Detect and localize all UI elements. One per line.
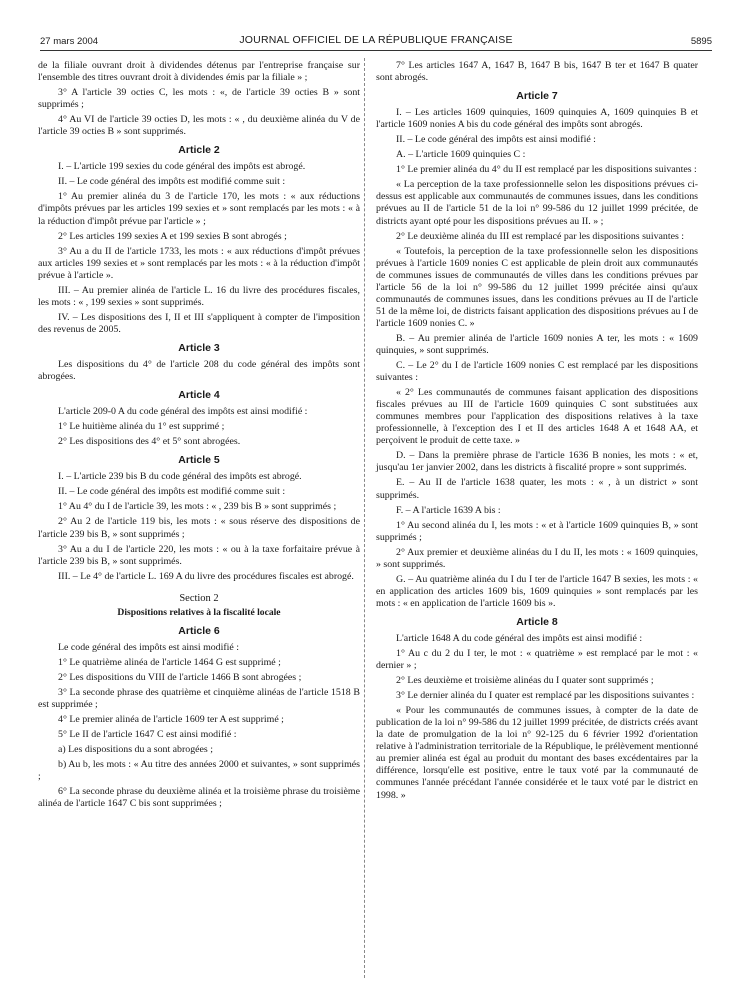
journal-title: JOURNAL OFFICIEL DE LA RÉPUBLIQUE FRANÇAISE — [239, 34, 513, 46]
paragraph: 3° A l'article 39 octies C, les mots : «, de l'article 39 octies B » sont supprimés ; — [38, 87, 360, 111]
paragraph: B. – Au premier alinéa de l'article 1609 nonies A ter, les mots : « 1609 quinquies, » sont supprimés. — [376, 332, 698, 356]
right-column — [376, 60, 698, 805]
paragraph: 4° Le premier alinéa de l'article 1609 ter A est supprimé ; — [58, 714, 284, 726]
paragraph: 2° Au 2 de l'article 119 bis, les mots : « sous réserve des dispositions de l'article 239 bis B, » sont supprimés ; — [38, 516, 360, 540]
paragraph: 3° Au a du II de l'article 1733, les mots : « aux réductions d'impôt prévues aux articles 199 sexies et » sont remplacés par les mots : « à la réduction d'impôt prévue à l'article ». — [38, 245, 360, 281]
paragraph: 2° Le deuxième alinéa du III est remplacé par les dispositions suivantes : — [396, 230, 685, 242]
paragraph: 5° Le II de l'article 1647 C est ainsi modifié : — [58, 729, 237, 741]
paragraph: III. – Le 4° de l'article L. 169 A du livre des procédures fiscales est abrogé. — [58, 570, 354, 582]
paragraph: D. – Dans la première phrase de l'article 1636 B nonies, les mots : « et, jusqu'au 1er janvier 2002, dans les districts à fiscalité propre » sont supprimés. — [376, 450, 698, 474]
paragraph: L'article 209-0 A du code général des impôts est ainsi modifié : — [58, 406, 308, 418]
paragraph: « La perception de la taxe professionnelle selon les dispositions prévues ci-dessus est applicable aux communautés de communes issues, dans les conditions prévues au II de l'article 51 de la loi n° 99-586 du 12 juillet 1999 précitée, de districts ayant opté pour les dispositions prévues au II. » ; — [376, 179, 698, 227]
paragraph: 1° Au 4° du I de l'article 39, les mots : « , 239 bis B » sont supprimés ; — [58, 501, 337, 513]
paragraph: 1° Le quatrième alinéa de l'article 1464 G est supprimé ; — [58, 656, 281, 668]
article-heading: Article 7 — [516, 90, 558, 103]
article-heading: Article 4 — [178, 389, 220, 402]
paragraph: 1° Le premier alinéa du 4° du II est remplacé par les dispositions suivantes : — [396, 164, 697, 176]
paragraph: 3° Le dernier alinéa du I quater est remplacé par les dispositions suivantes : — [396, 690, 695, 702]
paragraph: 2° Les deuxième et troisième alinéas du I quater sont supprimés ; — [396, 675, 654, 687]
paragraph: 3° La seconde phrase des quatrième et cinquième alinéas de l'article 1518 B est supprimée ; — [38, 686, 360, 711]
paragraph: L'article 1648 A du code général des impôts est ainsi modifié : — [396, 632, 643, 644]
column-divider — [364, 58, 365, 978]
paragraph: b) Au b, les mots : « Au titre des années 2000 et suivantes, » sont supprimés ; — [38, 759, 360, 783]
paragraph: A. – L'article 1609 quinquies C : — [396, 149, 526, 161]
paragraph: 6° La seconde phrase du deuxième alinéa et la troisième phrase du troisième alinéa de l'article 1647 C bis sont supprimées ; — [38, 786, 360, 810]
paragraph: C. – Le 2° du I de l'article 1609 nonies C est remplacé par les dispositions suivantes : — [376, 360, 698, 384]
page-number: 5895 — [690, 36, 712, 47]
paragraph: de la filiale ouvrant droit à dividendes détenus par l'entreprise française sur l'ensemble des titres ouvrant droit à dividendes émis par la filiale » ; — [38, 60, 360, 84]
article-heading: Article 8 — [516, 615, 558, 628]
paragraph: 2° Les dispositions des 4° et 5° sont abrogées. — [58, 436, 241, 448]
header-rule — [40, 50, 712, 51]
paragraph: Les dispositions du 4° de l'article 208 du code général des impôts sont abrogées. — [38, 358, 360, 383]
paragraph: 3° Au a du I de l'article 220, les mots : « ou à la taxe forfaitaire prévue à l'article 239 bis B, » sont supprimés. — [38, 543, 360, 567]
paragraph: G. – Au quatrième alinéa du I du I ter de l'article 1647 B sexies, les mots : « en application des articles 1609 bis, 1609 quinquies » sont remplacés par les mots : « en application de l'article 1609 bis ». — [376, 573, 698, 609]
section-heading: Section 2 — [179, 592, 219, 604]
paragraph: II. – Le code général des impôts est modifié comme suit : — [58, 486, 286, 498]
article-heading: Article 5 — [178, 454, 220, 467]
paragraph: Le code général des impôts est ainsi modifié : — [58, 641, 239, 653]
paragraph: E. – Au II de l'article 1638 quater, les mots : « , à un district » sont supprimés. — [376, 477, 698, 501]
paragraph: 2° Les articles 199 sexies A et 199 sexies B sont abrogés ; — [58, 230, 287, 242]
paragraph: F. – A l'article 1639 A bis : — [396, 504, 501, 516]
article-heading: Article 6 — [178, 624, 220, 637]
article-heading: Article 2 — [178, 144, 220, 157]
page-header — [40, 30, 712, 48]
paragraph: 1° Au premier alinéa du 3 de l'article 170, les mots : « aux réductions d'impôts prévues par les articles 199 sexies et » sont remplacés par les mots : « à la réduction d'impôt prévue par l'article » ; — [38, 191, 360, 227]
paragraph: 1° Au second alinéa du I, les mots : « et à l'article 1609 quinquies B, » sont supprimés ; — [376, 519, 698, 543]
publication-date: 27 mars 2004 — [40, 36, 99, 47]
paragraph: « 2° Les communautés de communes faisant application des dispositions fiscales prévues au III de l'article 1609 quinquies C sont substituées aux communes membres pour l'application des dispositions relatives à la taxe professionnelle, à l'exception des I et II des articles 1648 A et 1648 AA, et perçoivent le produit de cette taxe. » — [376, 387, 698, 447]
left-column — [38, 60, 360, 813]
paragraph: III. – Au premier alinéa de l'article L. 16 du livre des procédures fiscales, les mots : « , 199 sexies » sont supprimés. — [38, 284, 360, 308]
paragraph: « Pour les communautés de communes issues, à compter de la date de publication de la loi n° 99-586 du 12 juillet 1999 précitée, de districts créés avant la date de promulgation de la loi n° 92-125 du 6 février 1992 d'orientation relative à l'administration territoriale de la République, le prélèvement mentionné au premier alinéa est égal au produit du montant des bases excédentaires par la différence, lorsqu'elle est positive, entre le taux voté par la communauté de communes l'année précédant l'année considérée et le taux voté par le district en 1998. » — [376, 705, 698, 801]
paragraph: I. – L'article 239 bis B du code général des impôts est abrogé. — [58, 471, 302, 483]
paragraph: 1° Au c du 2 du I ter, le mot : « quatrième » est remplacé par le mot : « dernier » ; — [376, 648, 698, 672]
paragraph: « Toutefois, la perception de la taxe professionnelle selon les dispositions prévues à l'article 1609 nonies C est applicable de plein droit aux communautés de communes issues de communautés de villes dans les conditions prévues par l'article 56 de la loi n° 99-586 du 12 juillet 1999 précitée ainsi qu'aux communautés de communes issues, dans les conditions prévues au II de l'article 51 de la même loi, de districts faisant application des dispositions prévues au I de l'article 1609 nonies C. » — [376, 245, 698, 329]
paragraph: 2° Aux premier et deuxième alinéas du I du II, les mots : « 1609 quinquies, » sont supprimés. — [376, 546, 698, 570]
paragraph: a) Les dispositions du a sont abrogées ; — [58, 744, 213, 756]
paragraph: 4° Au VI de l'article 39 octies D, les mots : « , du deuxième alinéa du V de l'article 39 octies B » sont supprimés. — [38, 114, 360, 138]
paragraph: I. – L'article 199 sexies du code général des impôts est abrogé. — [58, 161, 306, 173]
article-heading: Article 3 — [178, 341, 220, 354]
paragraph: 7° Les articles 1647 A, 1647 B, 1647 B bis, 1647 B ter et 1647 B quater sont abrogés. — [376, 60, 698, 84]
paragraph: II. – Le code général des impôts est ainsi modifié : — [396, 134, 596, 146]
paragraph: IV. – Les dispositions des I, II et III s'appliquent à compter de l'imposition des revenus de 2005. — [38, 311, 360, 335]
paragraph: I. – Les articles 1609 quinquies, 1609 quinquies A, 1609 quinquies B et l'article 1609 nonies A bis du code général des impôts sont abrogés. — [376, 107, 698, 131]
paragraph: II. – Le code général des impôts est modifié comme suit : — [58, 176, 286, 188]
paragraph: 1° Le huitième alinéa du 1° est supprimé ; — [58, 421, 225, 433]
section-subheading: Dispositions relatives à la fiscalité locale — [117, 606, 281, 618]
paragraph: 2° Les dispositions du VIII de l'article 1466 B sont abrogées ; — [58, 671, 302, 683]
